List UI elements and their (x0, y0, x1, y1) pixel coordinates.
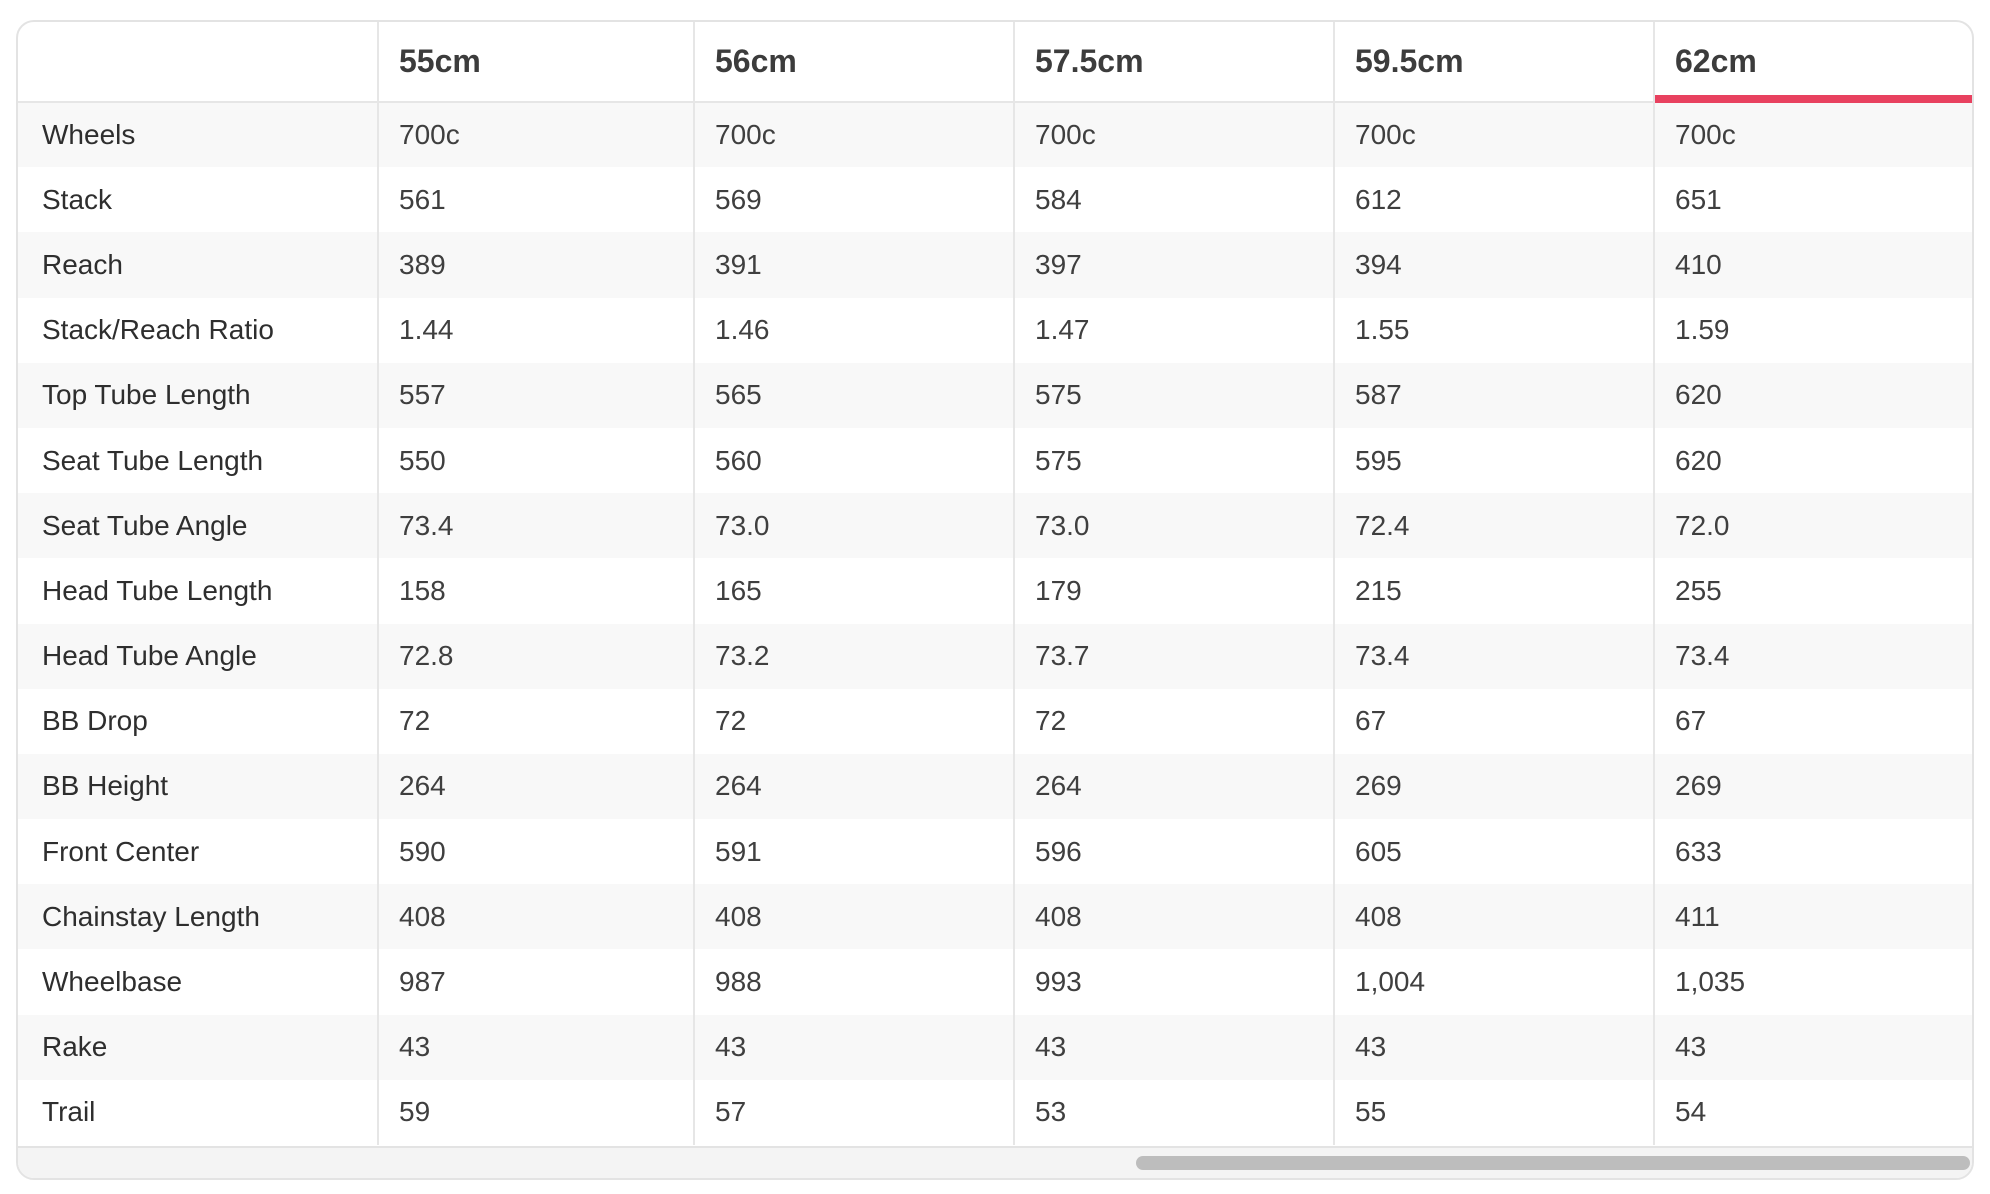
table-cell: 269 (1654, 754, 1972, 819)
table-cell: 560 (694, 428, 1014, 493)
table-cell: 584 (1014, 167, 1334, 232)
table-cell: 264 (1014, 754, 1334, 819)
table-cell: 620 (1654, 363, 1972, 428)
row-label: Head Tube Angle (18, 624, 378, 689)
table-cell: 389 (378, 232, 694, 297)
table-cell: 73.7 (1014, 624, 1334, 689)
row-label: Reach (18, 232, 378, 297)
table-cell: 158 (378, 558, 694, 623)
table-cell: 73.0 (1014, 493, 1334, 558)
table-cell: 394 (1334, 232, 1654, 297)
table-cell: 179 (1014, 558, 1334, 623)
table-cell: 605 (1334, 819, 1654, 884)
row-label: Wheels (18, 102, 378, 167)
table-cell: 700c (378, 102, 694, 167)
table-cell: 993 (1014, 949, 1334, 1014)
row-label: Top Tube Length (18, 363, 378, 428)
size-header-57-5cm[interactable]: 57.5cm (1014, 22, 1334, 102)
table-cell: 73.4 (378, 493, 694, 558)
table-row (18, 167, 1972, 232)
horizontal-scrollbar[interactable] (18, 1146, 1972, 1178)
table-row (18, 363, 1972, 428)
row-label: Rake (18, 1015, 378, 1080)
table-cell: 557 (378, 363, 694, 428)
table-cell: 1.47 (1014, 298, 1334, 363)
table-cell: 590 (378, 819, 694, 884)
row-label: Stack (18, 167, 378, 232)
table-row (18, 754, 1972, 819)
row-label: Head Tube Length (18, 558, 378, 623)
size-header-59-5cm[interactable]: 59.5cm (1334, 22, 1654, 102)
row-label: Front Center (18, 819, 378, 884)
table-cell: 72.0 (1654, 493, 1972, 558)
table-cell: 700c (1014, 102, 1334, 167)
scrollbar-thumb[interactable] (1136, 1156, 1970, 1170)
table-cell: 1.46 (694, 298, 1014, 363)
table-cell: 700c (694, 102, 1014, 167)
table-cell: 612 (1334, 167, 1654, 232)
table-cell: 410 (1654, 232, 1972, 297)
geometry-table (18, 22, 1972, 1145)
table-row (18, 1080, 1972, 1145)
table-row (18, 232, 1972, 297)
table-cell: 264 (694, 754, 1014, 819)
header-corner (18, 22, 378, 102)
table-cell: 411 (1654, 884, 1972, 949)
table-cell: 53 (1014, 1080, 1334, 1145)
table-cell: 988 (694, 949, 1014, 1014)
table-cell: 72.4 (1334, 493, 1654, 558)
table-cell: 165 (694, 558, 1014, 623)
row-label: Wheelbase (18, 949, 378, 1014)
table-cell: 55 (1334, 1080, 1654, 1145)
table-cell: 1,035 (1654, 949, 1972, 1014)
table-cell: 72 (378, 689, 694, 754)
table-cell: 651 (1654, 167, 1972, 232)
row-label: Seat Tube Length (18, 428, 378, 493)
table-cell: 569 (694, 167, 1014, 232)
table-cell: 57 (694, 1080, 1014, 1145)
table-row (18, 949, 1972, 1014)
table-cell: 43 (378, 1015, 694, 1080)
table-cell: 59 (378, 1080, 694, 1145)
geometry-table-card (16, 20, 1974, 1180)
table-row (18, 884, 1972, 949)
table-row (18, 689, 1972, 754)
table-cell: 43 (1334, 1015, 1654, 1080)
table-cell: 255 (1654, 558, 1972, 623)
table-row (18, 624, 1972, 689)
table-row (18, 428, 1972, 493)
table-cell: 1.59 (1654, 298, 1972, 363)
table-body (18, 102, 1972, 1145)
table-cell: 73.2 (694, 624, 1014, 689)
table-cell: 633 (1654, 819, 1972, 884)
table-cell: 73.0 (694, 493, 1014, 558)
size-header-56cm[interactable]: 56cm (694, 22, 1014, 102)
table-cell: 1.44 (378, 298, 694, 363)
table-cell: 700c (1334, 102, 1654, 167)
table-cell: 595 (1334, 428, 1654, 493)
row-label: Seat Tube Angle (18, 493, 378, 558)
table-cell: 391 (694, 232, 1014, 297)
table-cell: 565 (694, 363, 1014, 428)
table-cell: 987 (378, 949, 694, 1014)
table-cell: 408 (694, 884, 1014, 949)
row-label: BB Drop (18, 689, 378, 754)
table-cell: 596 (1014, 819, 1334, 884)
table-row (18, 298, 1972, 363)
table-cell: 215 (1334, 558, 1654, 623)
header-row (18, 22, 1972, 102)
row-label: Trail (18, 1080, 378, 1145)
size-header-62cm-active[interactable]: 62cm (1654, 22, 1972, 102)
table-row (18, 819, 1972, 884)
size-header-55cm[interactable]: 55cm (378, 22, 694, 102)
table-cell: 1.55 (1334, 298, 1654, 363)
table-cell: 591 (694, 819, 1014, 884)
table-cell: 67 (1654, 689, 1972, 754)
table-cell: 72 (1014, 689, 1334, 754)
table-cell: 73.4 (1654, 624, 1972, 689)
table-cell: 264 (378, 754, 694, 819)
row-label: Stack/Reach Ratio (18, 298, 378, 363)
table-cell: 550 (378, 428, 694, 493)
row-label: Chainstay Length (18, 884, 378, 949)
table-cell: 575 (1014, 428, 1334, 493)
table-cell: 620 (1654, 428, 1972, 493)
table-cell: 561 (378, 167, 694, 232)
table-row (18, 1015, 1972, 1080)
table-cell: 575 (1014, 363, 1334, 428)
table-cell: 587 (1334, 363, 1654, 428)
table-cell: 43 (694, 1015, 1014, 1080)
table-cell: 67 (1334, 689, 1654, 754)
table-cell: 269 (1334, 754, 1654, 819)
table-row (18, 493, 1972, 558)
row-label: BB Height (18, 754, 378, 819)
table-cell: 408 (1334, 884, 1654, 949)
table-row (18, 102, 1972, 167)
table-cell: 54 (1654, 1080, 1972, 1145)
table-cell: 408 (378, 884, 694, 949)
table-cell: 700c (1654, 102, 1972, 167)
table-cell: 397 (1014, 232, 1334, 297)
table-cell: 408 (1014, 884, 1334, 949)
table-cell: 73.4 (1334, 624, 1654, 689)
table-cell: 72 (694, 689, 1014, 754)
table-cell: 43 (1014, 1015, 1334, 1080)
table-cell: 72.8 (378, 624, 694, 689)
table-cell: 43 (1654, 1015, 1972, 1080)
table-cell: 1,004 (1334, 949, 1654, 1014)
table-row (18, 558, 1972, 623)
